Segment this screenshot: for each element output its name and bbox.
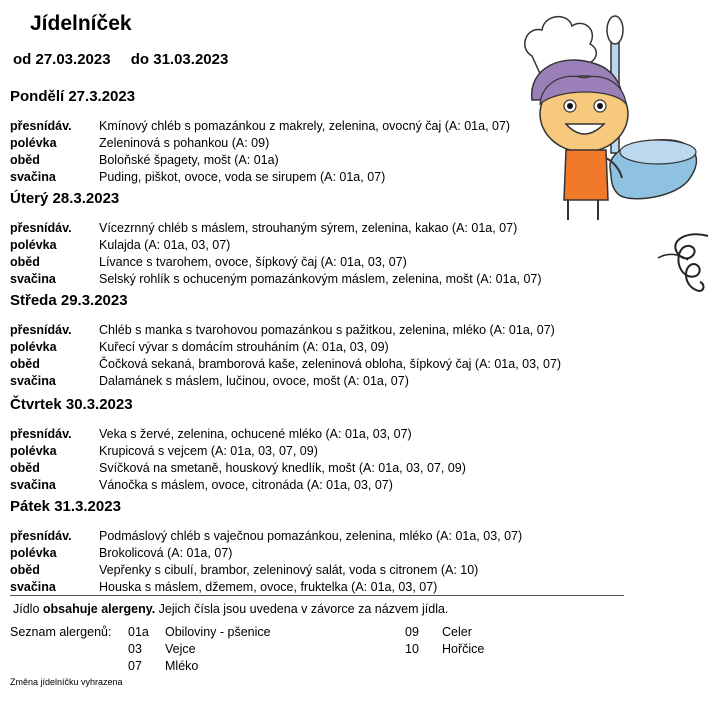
allergen-note — [13, 602, 448, 616]
meal-row — [10, 237, 542, 254]
meal-row — [10, 135, 510, 152]
meal-row — [10, 118, 510, 135]
note-post: Jejich čísla jsou uvedena v závorce za názvem jídla. — [155, 602, 449, 616]
allergen-code: 03 — [128, 642, 142, 656]
meal-row — [10, 579, 522, 596]
day-block — [10, 88, 510, 186]
meal-text: Vícezrnný chléb s máslem, strouhaným sýrem, zelenina, kakao (A: 01a, 07) — [99, 221, 518, 235]
meal-text: Puding, piškot, ovoce, voda se sirupem (A: 01a, 07) — [99, 170, 386, 184]
meal-text: Boloňské špagety, mošt (A: 01a) — [99, 153, 279, 167]
meal-label: přesnídáv. — [10, 529, 72, 543]
chef-illustration — [518, 8, 714, 308]
day-title: Pátek 31.3.2023 — [10, 498, 121, 515]
day-title: Čtvrtek 30.3.2023 — [10, 396, 133, 413]
date-to: do 31.03.2023 — [130, 51, 229, 68]
meal-text: Krupicová s vejcem (A: 01a, 03, 07, 09) — [99, 444, 318, 458]
day-block — [10, 292, 561, 390]
day-title: Středa 29.3.2023 — [10, 292, 128, 309]
meal-label: oběd — [10, 357, 40, 371]
meal-row — [10, 528, 522, 545]
allergen-name: Mléko — [165, 659, 199, 673]
meal-text: Brokolicová (A: 01a, 07) — [99, 546, 233, 560]
meal-label: svačina — [10, 374, 56, 388]
meal-label: přesnídáv. — [10, 221, 72, 235]
meal-label: svačina — [10, 170, 56, 184]
meal-text: Čočková sekaná, bramborová kaše, zeleninová obloha, šípkový čaj (A: 01a, 03, 07) — [99, 357, 562, 371]
date-range — [13, 51, 244, 68]
meal-row — [10, 545, 522, 562]
meal-row — [10, 152, 510, 169]
allergen-name: Hořčice — [442, 642, 485, 656]
meal-text: Vepřenky s cibulí, brambor, zeleninový salát, voda s citronem (A: 10) — [99, 563, 479, 577]
allergen-name: Obiloviny - pšenice — [165, 625, 271, 639]
meal-label: svačina — [10, 478, 56, 492]
allergen-legend-left — [10, 624, 271, 675]
legend-row — [10, 641, 271, 658]
meal-row — [10, 356, 561, 373]
allergen-name: Vejce — [165, 642, 196, 656]
meal-row — [10, 254, 542, 271]
meal-row — [10, 271, 542, 288]
note-bold: obsahuje alergeny. — [42, 602, 156, 616]
meal-label: polévka — [10, 546, 57, 560]
date-from: od 27.03.2023 — [13, 51, 111, 68]
meal-text: Kmínový chléb s pomazánkou z makrely, zelenina, ovocný čaj (A: 01a, 07) — [99, 119, 511, 133]
divider-line — [10, 595, 624, 596]
meal-label: oběd — [10, 153, 40, 167]
note-pre: Jídlo — [13, 602, 43, 616]
meal-label: oběd — [10, 563, 40, 577]
legend-row — [10, 658, 271, 675]
meal-text: Houska s máslem, džemem, ovoce, fruktelka (A: 01a, 03, 07) — [99, 580, 438, 594]
page-title: Jídelníček — [30, 12, 132, 35]
legend-row — [405, 641, 484, 658]
meal-row — [10, 322, 561, 339]
allergen-code: 10 — [405, 642, 419, 656]
legend-row — [405, 624, 484, 641]
day-title: Pondělí 27.3.2023 — [10, 88, 136, 105]
meal-row — [10, 169, 510, 186]
meal-row — [10, 373, 561, 390]
meal-text: Vánočka s máslem, ovoce, citronáda (A: 01a, 03, 07) — [99, 478, 393, 492]
meal-row — [10, 426, 466, 443]
meal-label: oběd — [10, 255, 40, 269]
meal-label: polévka — [10, 340, 57, 354]
allergen-code: 07 — [128, 659, 142, 673]
allergen-code: 01a — [128, 625, 149, 639]
meal-label: polévka — [10, 444, 57, 458]
day-block — [10, 190, 542, 288]
meal-row — [10, 443, 466, 460]
meal-text: Chléb s manka s tvarohovou pomazánkou s pažitkou, zelenina, mléko (A: 01a, 07) — [99, 323, 555, 337]
meal-row — [10, 562, 522, 579]
meal-text: Veka s žervé, zelenina, ochucené mléko (A: 01a, 03, 07) — [99, 427, 412, 441]
allergen-code: 09 — [405, 625, 419, 639]
meal-label: polévka — [10, 238, 57, 252]
allergen-legend-right — [405, 624, 484, 658]
meal-row — [10, 460, 466, 477]
meal-text: Dalamánek s máslem, lučinou, ovoce, mošt (A: 01a, 07) — [99, 374, 409, 388]
meal-text: Podmáslový chléb s vaječnou pomazánkou, zelenina, mléko (A: 01a, 03, 07) — [99, 529, 523, 543]
meal-label: přesnídáv. — [10, 119, 72, 133]
meal-text: Selský rohlík s ochuceným pomazánkovým máslem, zelenina, mošt (A: 01a, 07) — [99, 272, 542, 286]
meal-label: přesnídáv. — [10, 427, 72, 441]
footer-note: Změna jídelníčku vyhrazena — [10, 677, 123, 687]
allergen-list-label: Seznam alergenů: — [10, 625, 112, 639]
meal-text: Kulajda (A: 01a, 03, 07) — [99, 238, 231, 252]
meal-text: Zeleninová s pohankou (A: 09) — [99, 136, 270, 150]
day-title: Úterý 28.3.2023 — [10, 190, 120, 207]
meal-row — [10, 339, 561, 356]
meal-label: svačina — [10, 580, 56, 594]
meal-text: Svíčková na smetaně, houskový knedlík, mošt (A: 01a, 03, 07, 09) — [99, 461, 466, 475]
meal-row — [10, 220, 542, 237]
legend-row — [10, 624, 271, 641]
meal-label: polévka — [10, 136, 57, 150]
meal-label: oběd — [10, 461, 40, 475]
day-block — [10, 396, 466, 494]
meal-text: Lívance s tvarohem, ovoce, šípkový čaj (A: 01a, 03, 07) — [99, 255, 407, 269]
allergen-name: Celer — [442, 625, 472, 639]
meal-row — [10, 477, 466, 494]
meal-label: svačina — [10, 272, 56, 286]
meal-label: přesnídáv. — [10, 323, 72, 337]
meal-text: Kuřecí vývar s domácím strouháním (A: 01a, 03, 09) — [99, 340, 389, 354]
day-block — [10, 498, 522, 596]
